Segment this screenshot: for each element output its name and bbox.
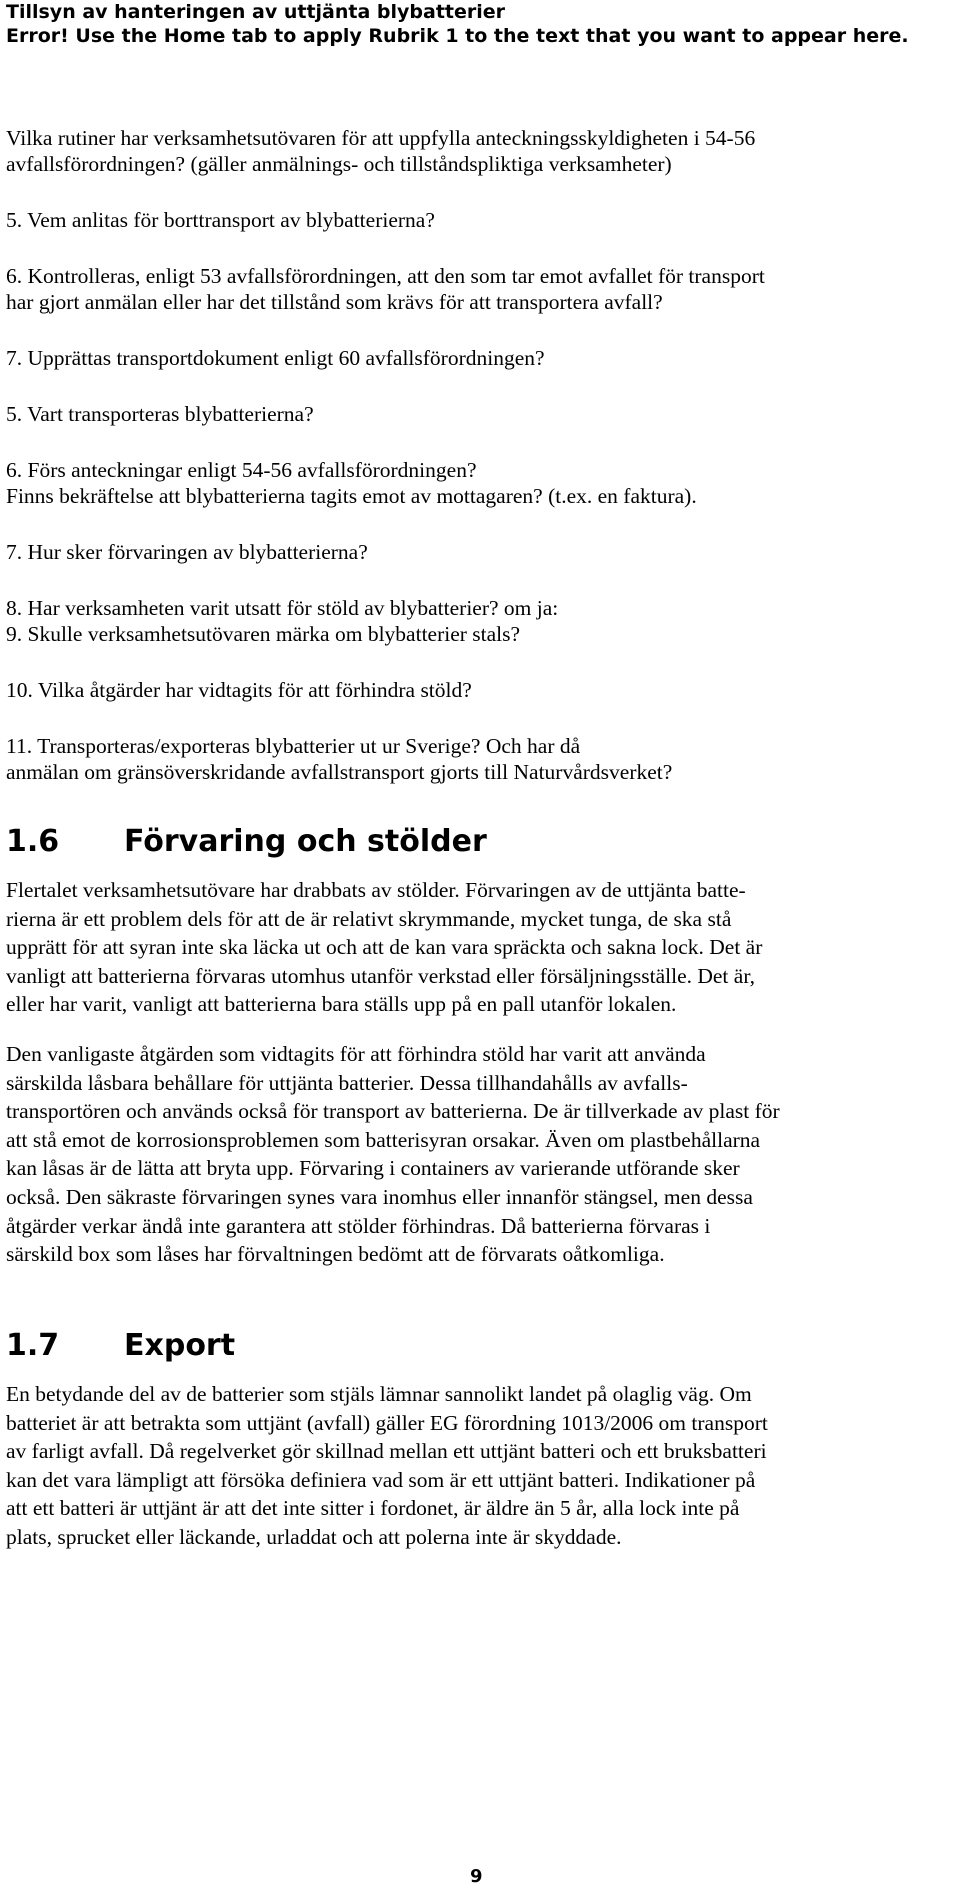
section-number: 1.7	[6, 1328, 60, 1363]
section-title: Förvaring och stölder	[124, 824, 487, 859]
question-7-storage: 7. Hur sker förvaringen av blybatterierna?	[6, 540, 368, 564]
paragraph-line: särskilda låsbara behållare för uttjänta batterier. Dessa tillhandahålls av avfalls-	[6, 1070, 688, 1095]
question-10-measures: 10. Vilka åtgärder har vidtagits för att förhindra stöld?	[6, 678, 472, 702]
question-11-export-line-1: 11. Transporteras/exporteras blybatterier ut ur Sverige? Och har då	[6, 734, 581, 758]
section-title: Export	[124, 1328, 236, 1363]
paragraph-line: batteriet är att betrakta som uttjänt (avfall) gäller EG förordning 1013/2006 om transport	[6, 1410, 768, 1435]
section-number: 1.6	[6, 824, 60, 859]
paragraph-line: kan låsas är de lätta att bryta upp. Förvaring i containers av varierande utförande sker	[6, 1156, 740, 1181]
paragraph-line: av farligt avfall. Då regelverket gör skillnad mellan ett uttjänt batteri och ett bruksbatteri	[6, 1439, 767, 1464]
question-6-records-line-1: 6. Förs anteckningar enligt 54-56 avfallsförordningen?	[6, 458, 477, 482]
paragraph-line: transportören och används också för transport av batterierna. De är tillverkade av plast för	[6, 1099, 780, 1124]
paragraph-line: att stå emot de korrosionsproblemen som batterisyran orsakar. Även om plastbehållarna	[6, 1127, 761, 1152]
paragraph-line: också. Den säkraste förvaringen synes vara inomhus eller innanför stängsel, men dessa	[6, 1184, 753, 1209]
paragraph-line: upprätt för att syran inte ska läcka ut och att de kan vara spräckta och sakna lock. Det är	[6, 935, 763, 960]
question-intro-line-1: Vilka rutiner har verksamhetsutövaren för att uppfylla anteckningsskyldigheten i 54-56	[6, 126, 756, 150]
question-intro-line-2: avfallsförordningen? (gäller anmälnings- och tillståndspliktiga verksamheter)	[6, 152, 672, 176]
paragraph-line: eller har varit, vanligt att batterierna bara ställs upp på en pall utanför lokalen.	[6, 992, 677, 1017]
section-heading-1-6	[6, 824, 487, 860]
section-1-6-paragraph-2	[6, 1040, 950, 1269]
question-6-check-line-2: har gjort anmälan eller har det tillstånd som krävs för att transportera avfall?	[6, 290, 663, 314]
question-11-export-line-2: anmälan om gränsöverskridande avfallstransport gjorts till Naturvårdsverket?	[6, 760, 673, 784]
running-header-title: Tillsyn av hanteringen av uttjänta blybatterier	[6, 1, 506, 23]
paragraph-line: särskild box som låses har förvaltningen bedömt att de förvarats oåtkomliga.	[6, 1242, 665, 1267]
paragraph-line: vanligt att batterierna förvaras utomhus utanför verkstad eller försäljningsställe. Det är,	[6, 963, 755, 988]
question-6-records-line-2: Finns bekräftelse att blybatterierna tagits emot av mottagaren? (t.ex. en faktura).	[6, 484, 697, 508]
paragraph-line: åtgärder verkar ändå inte garantera att stölder förhindras. Då batterierna förvaras i	[6, 1213, 711, 1238]
question-5-destination: 5. Vart transporteras blybatterierna?	[6, 402, 314, 426]
paragraph-line: rierna är ett problem dels för att de är relativt skrymmande, mycket tunga, de ska stå	[6, 906, 732, 931]
paragraph-line: Flertalet verksamhetsutövare har drabbats av stölder. Förvaringen av de uttjänta batte-	[6, 878, 746, 902]
section-1-7-paragraph-1	[6, 1380, 950, 1552]
question-9-notice: 9. Skulle verksamhetsutövaren märka om blybatterier stals?	[6, 622, 521, 646]
paragraph-line: kan det vara lämpligt att försöka definiera vad som är ett uttjänt batteri. Indikationer på	[6, 1467, 756, 1492]
question-6-check-line-1: 6. Kontrolleras, enligt 53 avfallsförordningen, att den som tar emot avfallet för transport	[6, 264, 765, 288]
paragraph-line: En betydande del av de batterier som stjäls lämnar sannolikt landet på olaglig väg. Om	[6, 1382, 752, 1406]
question-8-theft: 8. Har verksamheten varit utsatt för stöld av blybatterier? om ja:	[6, 596, 559, 620]
running-header-error: Error! Use the Home tab to apply Rubrik 1 to the text that you want to appear here.	[6, 25, 909, 47]
paragraph-line: plats, sprucket eller läckande, urladdat och att polerna inte är skyddade.	[6, 1524, 622, 1549]
question-5-transport: 5. Vem anlitas för borttransport av blybatterierna?	[6, 208, 435, 232]
section-1-6-paragraph-1	[6, 876, 950, 1019]
paragraph-line: Den vanligaste åtgärden som vidtagits för att förhindra stöld har varit att använda	[6, 1042, 706, 1066]
section-heading-1-7	[6, 1328, 235, 1364]
paragraph-line: att ett batteri är uttjänt är att det inte sitter i fordonet, är äldre än 5 år, alla lock inte på	[6, 1496, 740, 1521]
page-number: 9	[470, 1866, 483, 1887]
question-7-documents: 7. Upprättas transportdokument enligt 60 avfallsförordningen?	[6, 346, 545, 370]
